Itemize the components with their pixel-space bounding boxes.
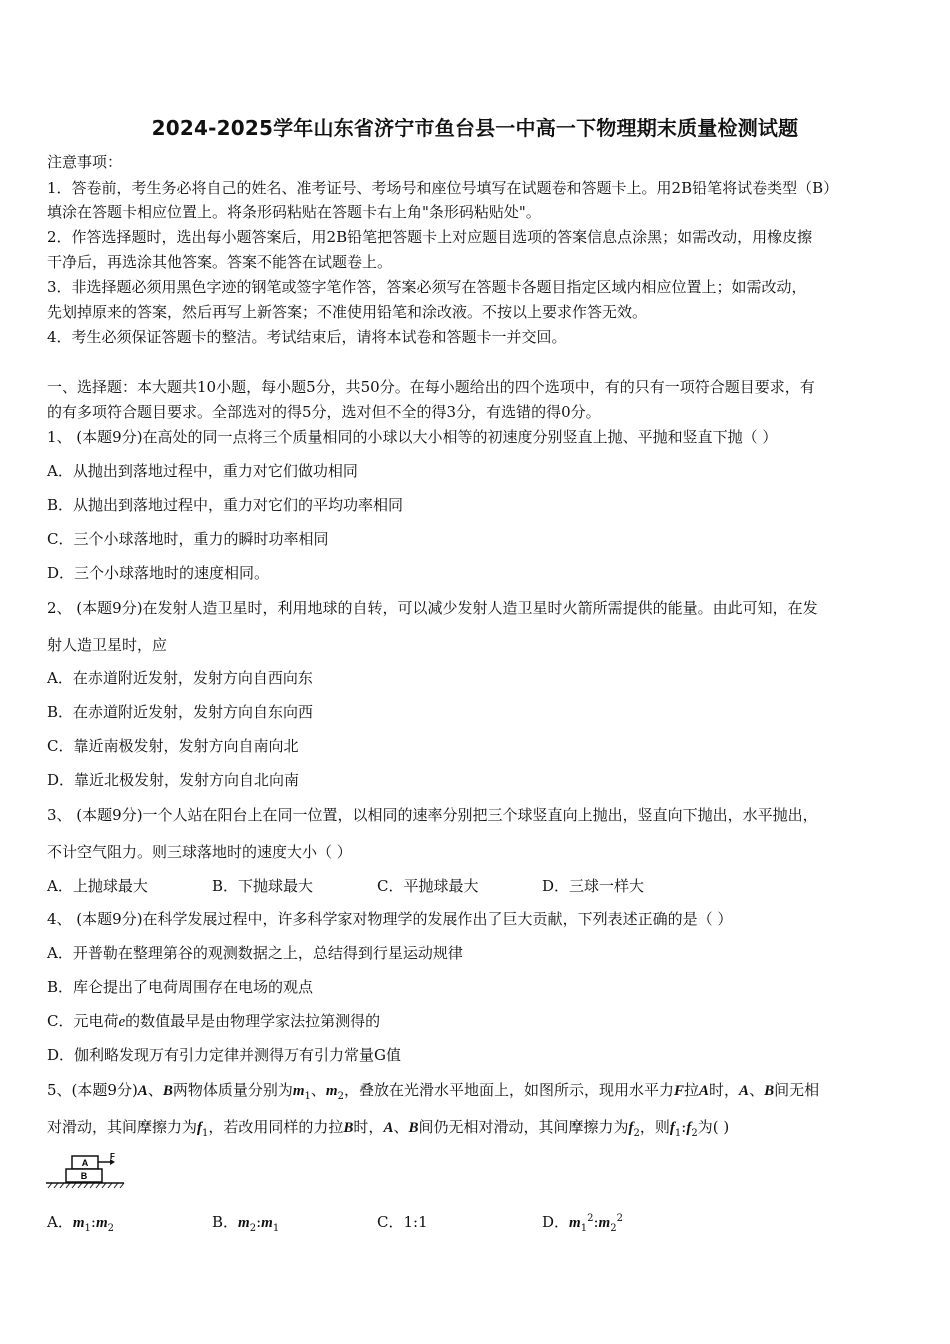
notice-item-4: 4．考生必须保证答题卡的整洁。考试结束后，请将本试卷和答题卡一并交回。 [47,328,567,346]
q5-option-a: A．$m_1:m_2$ [47,1213,114,1234]
notice-item-2-cont: 干净后，再选涂其他答案。答案不能答在试题卷上。 [47,253,393,271]
block-b-label: B [80,1171,88,1181]
q4-option-a: A．开普勒在整理第谷的观测数据之上，总结得到行星运动规律 [47,944,463,962]
q5-option-c: C．1:1 [377,1213,428,1231]
q2-stem: 2、 (本题9分)在发射人造卫星时，利用地球的自转，可以减少发射人造卫星时火箭所需提供的能量。由此可知，在发 [47,599,818,617]
block-a-label: A [81,1158,89,1168]
q4-option-d: D．伽利略发现万有引力定律并测得万有引力常量G值 [47,1046,402,1064]
stacked-blocks-figure [44,1152,126,1190]
q2-option-a: A．在赤道附近发射，发射方向自西向东 [47,669,313,687]
q3-option-d: D．三球一样大 [542,877,645,895]
q1-option-a: A．从抛出到落地过程中，重力对它们做功相同 [47,462,358,480]
q5-stem: 5、(本题9分)A、B两物体质量分别为$m_1$、$m_2$，叠放在光滑水平地面上，如图所示，现用水平力F拉A时，A、B间无相 [47,1081,820,1102]
notice-item-2: 2．作答选择题时，选出每小题答案后，用2B铅笔把答题卡上对应题目选项的答案信息点涂黑；如需改动，用橡皮擦 [47,228,813,246]
q1-option-b: B．从抛出到落地过程中，重力对它们的平均功率相同 [47,496,404,514]
q2-stem-cont: 射人造卫星时，应 [47,636,168,654]
notice-item-3-cont: 先划掉原来的答案，然后再写上新答案；不准使用铅笔和涂改液。不按以上要求作答无效。 [47,303,648,321]
notice-item-1: 1．答卷前，考生务必将自己的姓名、准考证号、考场号和座位号填写在试题卷和答题卡上。用2B铅笔将试卷类型（B） [47,179,839,197]
notice-item-3: 3．非选择题必须用黑色字迹的钢笔或签字笔作答，答案必须写在答题卡各题目指定区域内相应位置上；如需改动， [47,278,807,296]
q4-option-b: B．库仑提出了电荷周围存在电场的观点 [47,978,314,996]
q1-option-c: C．三个小球落地时，重力的瞬时功率相同 [47,530,329,548]
force-label: F [110,1152,115,1161]
q2-option-c: C．靠近南极发射，发射方向自南向北 [47,737,299,755]
q3-option-a: A．上抛球最大 [47,877,148,895]
q3-stem-cont: 不计空气阻力。则三球落地时的速度大小（ ） [47,843,352,861]
notice-item-1-cont: 填涂在答题卡相应位置上。将条形码粘贴在答题卡右上角"条形码粘贴处"。 [47,203,541,221]
q4-stem: 4、 (本题9分)在科学发展过程中，许多科学家对物理学的发展作出了巨大贡献，下列表述正确的是（ ） [47,910,733,928]
q1-option-d: D．三个小球落地时的速度相同。 [47,564,270,582]
q5-stem-cont: 对滑动，其间摩擦力为$f_1$，若改用同样的力拉B时，A、B间仍无相对滑动，其间摩擦力为$f_2$，则$f_1:f_2$为( ) [47,1118,730,1139]
q3-options [47,875,907,895]
q2-option-d: D．靠近北极发射，发射方向自北向南 [47,771,300,789]
q5-options [47,1211,907,1234]
section-heading-cont: 的有多项符合题目要求。全部选对的得5分，选对但不全的得3分，有选错的得0分。 [47,403,601,421]
q3-stem: 3、 (本题9分)一个人站在阳台上在同一位置，以相同的速率分别把三个球竖直向上抛出，竖直向下抛出，水平抛出， [47,806,818,824]
q5-option-b: B．$m_2:m_1$ [212,1213,280,1234]
q4-option-c: C．元电荷e的数值最早是由物理学家法拉第测得的 [47,1012,381,1030]
q5-option-d: D．$m_1^2:m_2^2$ [542,1213,623,1234]
q3-option-c: C．平抛球最大 [377,877,479,895]
q1-stem: 1、 (本题9分)在高处的同一点将三个质量相同的小球以大小相等的初速度分别竖直上抛、平抛和竖直下抛（ ） [47,428,778,446]
notice-heading: 注意事项： [47,153,123,171]
q3-option-b: B．下抛球最大 [212,877,314,895]
section-heading: 一、选择题：本大题共10小题，每小题5分，共50分。在每小题给出的四个选项中，有的只有一项符合题目要求，有 [47,378,815,396]
q2-option-b: B．在赤道附近发射，发射方向自东向西 [47,703,314,721]
page-title: 2024-2025学年山东省济宁市鱼台县一中高一下物理期末质量检测试题 [151,116,799,140]
